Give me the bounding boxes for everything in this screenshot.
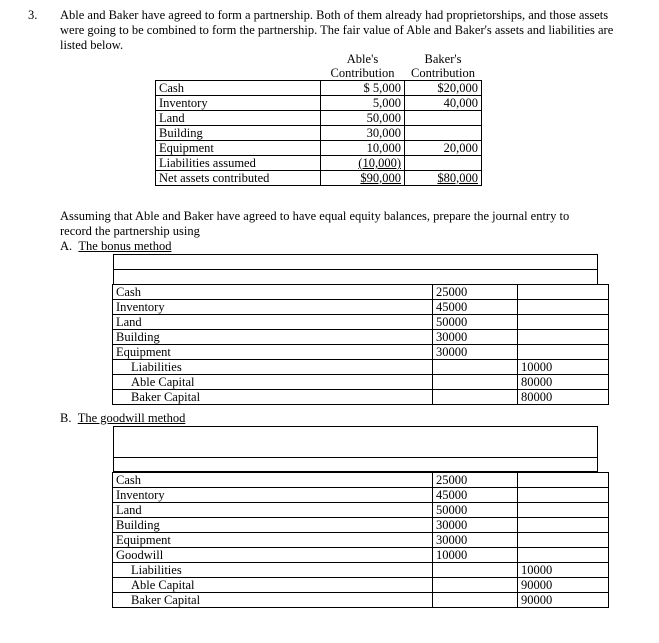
able-header-line2: Contribution xyxy=(330,66,395,80)
journal-account: Goodwill xyxy=(113,548,433,563)
journal-debit: 45000 xyxy=(433,300,518,315)
journal-row xyxy=(113,593,609,608)
able-value xyxy=(321,171,405,186)
able-value xyxy=(321,96,405,111)
able-value-text: 50,000 xyxy=(366,111,401,125)
journal-account: Cash xyxy=(113,285,433,300)
contribution-row xyxy=(156,81,482,96)
problem-text: Able and Baker have agreed to form a partnership. Both of them already had proprietorships, and those assets were going to be combined to form the partnership. The fair value of Able and Baker's assets and liabilities are listed below. xyxy=(60,8,614,52)
contribution-label: Net assets contributed xyxy=(156,171,321,186)
journal-credit xyxy=(518,330,609,345)
journal-debit: 30000 xyxy=(433,533,518,548)
baker-header-line2: Contribution xyxy=(411,66,475,80)
journal-debit: 50000 xyxy=(433,503,518,518)
journal-row xyxy=(113,285,609,300)
able-header-line1: Able's xyxy=(346,52,379,66)
journal-row xyxy=(113,375,609,390)
part-a-title: The bonus method xyxy=(78,239,172,253)
journal-row xyxy=(113,473,609,488)
able-value-text: 5,000 xyxy=(372,96,401,110)
baker-header-line1: Baker's xyxy=(424,52,462,66)
contribution-row xyxy=(156,171,482,186)
journal-row xyxy=(113,518,609,533)
able-value-text: 30,000 xyxy=(366,126,401,140)
contribution-label: Land xyxy=(156,111,321,126)
journal-row xyxy=(113,503,609,518)
instructions: Assuming that Able and Baker have agreed to have equal equity balances, prepare the journal entry to record the partnership using xyxy=(60,209,570,238)
journal-row xyxy=(113,578,609,593)
able-value xyxy=(321,126,405,141)
contribution-row xyxy=(156,156,482,171)
journal-row xyxy=(113,488,609,503)
journal-account: Inventory xyxy=(113,488,433,503)
baker-value xyxy=(405,126,482,141)
journal-account: Equipment xyxy=(113,533,433,548)
journal-row xyxy=(113,300,609,315)
able-value xyxy=(321,111,405,126)
journal-debit: 25000 xyxy=(433,473,518,488)
journal-credit: 80000 xyxy=(518,375,609,390)
journal-account: Baker Capital xyxy=(113,390,433,405)
journal-account: Equipment xyxy=(113,345,433,360)
part-b-header-row-1 xyxy=(113,426,598,458)
journal-account: Able Capital xyxy=(113,578,433,593)
journal-row xyxy=(113,345,609,360)
journal-debit xyxy=(433,563,518,578)
part-a-header-row-1 xyxy=(113,254,598,270)
journal-credit xyxy=(518,285,609,300)
able-value-text: $ 5,000 xyxy=(363,81,401,95)
contribution-label: Liabilities assumed xyxy=(156,156,321,171)
contribution-label: Cash xyxy=(156,81,321,96)
journal-account: Building xyxy=(113,518,433,533)
journal-credit: 90000 xyxy=(518,593,609,608)
journal-credit xyxy=(518,533,609,548)
baker-value xyxy=(405,111,482,126)
baker-value-text: $20,000 xyxy=(437,81,478,95)
contribution-label: Equipment xyxy=(156,141,321,156)
journal-row xyxy=(113,548,609,563)
able-value-text: 10,000 xyxy=(366,141,401,155)
problem-number: 3. xyxy=(28,8,38,22)
journal-debit: 30000 xyxy=(433,345,518,360)
contribution-table xyxy=(155,52,482,186)
part-a-letter: A. xyxy=(60,239,73,253)
contribution-row xyxy=(156,126,482,141)
journal-account: Cash xyxy=(113,473,433,488)
journal-debit: 50000 xyxy=(433,315,518,330)
part-b-header-row-2 xyxy=(113,457,598,472)
able-value-text: $90,000 xyxy=(360,171,401,185)
problem-statement xyxy=(28,8,628,53)
journal-debit xyxy=(433,578,518,593)
journal-debit: 10000 xyxy=(433,548,518,563)
contribution-row xyxy=(156,111,482,126)
journal-row xyxy=(113,330,609,345)
able-value xyxy=(321,81,405,96)
journal-account: Baker Capital xyxy=(113,593,433,608)
contribution-label: Inventory xyxy=(156,96,321,111)
journal-debit: 30000 xyxy=(433,330,518,345)
baker-value-text: 40,000 xyxy=(443,96,478,110)
journal-debit: 25000 xyxy=(433,285,518,300)
journal-credit xyxy=(518,548,609,563)
journal-row xyxy=(113,360,609,375)
journal-row xyxy=(113,533,609,548)
contribution-row xyxy=(156,141,482,156)
journal-credit xyxy=(518,518,609,533)
journal-credit xyxy=(518,488,609,503)
journal-account: Liabilities xyxy=(113,360,433,375)
journal-credit xyxy=(518,315,609,330)
part-b-heading xyxy=(60,411,185,426)
able-value xyxy=(321,156,405,171)
baker-value xyxy=(405,156,482,171)
journal-account: Liabilities xyxy=(113,563,433,578)
journal-debit xyxy=(433,390,518,405)
able-value xyxy=(321,141,405,156)
part-a-header-row-2 xyxy=(113,269,598,285)
journal-credit xyxy=(518,473,609,488)
part-b-journal-table xyxy=(112,472,609,608)
part-b-letter: B. xyxy=(60,411,72,425)
part-b-title: The goodwill method xyxy=(77,411,186,425)
contribution-label: Building xyxy=(156,126,321,141)
part-a-journal-table xyxy=(112,284,609,405)
header-blank xyxy=(156,52,321,66)
journal-credit xyxy=(518,300,609,315)
baker-value xyxy=(405,171,482,186)
journal-debit xyxy=(433,360,518,375)
journal-row xyxy=(113,563,609,578)
journal-debit xyxy=(433,375,518,390)
journal-account: Able Capital xyxy=(113,375,433,390)
journal-row xyxy=(113,315,609,330)
journal-credit: 10000 xyxy=(518,360,609,375)
journal-account: Land xyxy=(113,503,433,518)
journal-row xyxy=(113,390,609,405)
journal-credit: 10000 xyxy=(518,563,609,578)
part-a-heading xyxy=(60,239,171,254)
journal-credit xyxy=(518,503,609,518)
contribution-row xyxy=(156,96,482,111)
able-value-text: (10,000) xyxy=(358,156,401,170)
journal-credit: 90000 xyxy=(518,578,609,593)
baker-value xyxy=(405,141,482,156)
journal-debit: 30000 xyxy=(433,518,518,533)
journal-account: Building xyxy=(113,330,433,345)
journal-credit xyxy=(518,345,609,360)
journal-credit: 80000 xyxy=(518,390,609,405)
journal-account: Inventory xyxy=(113,300,433,315)
baker-value xyxy=(405,96,482,111)
baker-value xyxy=(405,81,482,96)
journal-debit xyxy=(433,593,518,608)
baker-value-text: $80,000 xyxy=(437,171,478,185)
journal-debit: 45000 xyxy=(433,488,518,503)
journal-account: Land xyxy=(113,315,433,330)
baker-value-text: 20,000 xyxy=(443,141,478,155)
